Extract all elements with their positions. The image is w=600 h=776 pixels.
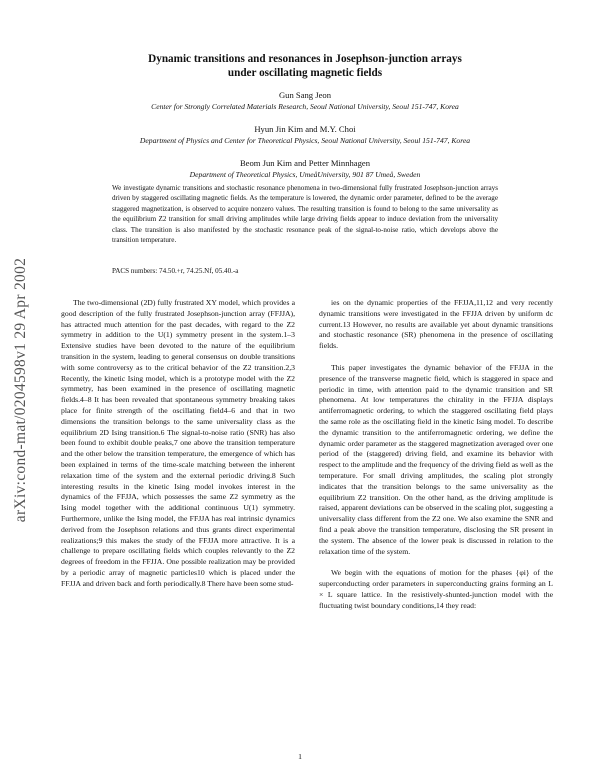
author-2: Hyun Jin Kim and M.Y. Choi	[254, 124, 356, 134]
paragraph: The two-dimensional (2D) fully frustrated XY model, which provides a good description of the fully frustrated Josephson-junction array (FFJJA), has attracted much attention for the past decades, with regard to the Z2 symmetry in addition to the U(1) symmetry present in the system.1–3 Extensive studies have been devoted to the nature of the equilibrium transition in the system, leading to general consensus on double transitions with some controversy as to the critical behavior of the Z2 transition.2,3 Recently, the kinetic Ising model, which is a prototype model with the Z2 symmetry, has been examined in the presence of oscillating magnetic fields.4–8 It has been revealed that spontaneous symmetry breaking takes place for finite strength of the oscillating field4–6 and that in two dimensions the transition belongs to the same universality class as the equilibrium 2D Ising transition.6 The signal-to-noise ratio (SNR) has also been found to exhibit double peaks,7 one above the transition temperature and the other below the transition temperature, the emergence of which has been explained in terms of the time-scale matching between the inherent relaxation time of the system and the external periodic driving.8 Such interesting results in the kinetic Ising model invokes interest in the dynamics of the FFJJA, which possesses the same Z2 symmetry as the Ising model together with the additional continuous U(1) symmetry. Furthermore, unlike the Ising model, the FFJJA has real intrinsic dynamics derived from the Josephson relations and thus grants direct experimental realizations;9 this makes the study of the FFJJA more attractive. It is a challenge to prepare oscillating fields which couples relevantly to the Z2 degrees of freedom in the FFJJA. One possible realization may be provided by a periodic array of magnetic particles10 which is placed under the FFJJA and driven back and forth periodically.8 There have been some stud-	[61, 298, 295, 588]
paper-title	[90, 52, 520, 80]
title-line-2: under oscillating magnetic fields	[227, 67, 383, 79]
left-column	[61, 298, 295, 590]
paragraph: We begin with the equations of motion for the phases {φi} of the superconducting order parameters in superconducting grains forming an L × L square lattice. In the resistively-shunted-junction model with the fluctuating twist boundary conditions,14 they read:	[319, 568, 553, 610]
pacs-numbers: PACS numbers: 74.50.+r, 74.25.Nf, 05.40.-a	[112, 267, 239, 275]
right-column	[319, 298, 553, 612]
title-line-1: Dynamic transitions and resonances in Josephson-junction arrays	[148, 53, 462, 65]
author-3: Beom Jun Kim and Petter Minnhagen	[239, 158, 371, 168]
affiliation-1: Center for Strongly Correlated Materials Research, Seoul National University, Seoul 151-747, Korea	[151, 102, 459, 111]
page-number: 1	[298, 752, 302, 761]
abstract: We investigate dynamic transitions and stochastic resonance phenomena in two-dimensional fully frustrated Josephson-junction arrays driven by staggered oscillating magnetic fields. As the temperature is lowered, the dynamic order parameter, defined to be the average staggered magnetization, is observed to acquire nonzero values. The resulting transition is found to belong to the same universality as the equilibrium Z2 transition for small driving amplitudes while large driving fields appear to induce deviation from the universality class. The transition is also manifested by the stochastic resonance peak of the signal-to-noise ratio, which develops above the transition temperature.	[112, 184, 498, 245]
affiliation-3: Department of Theoretical Physics, UmeåUniversity, 901 87 Umeå, Sweden	[189, 170, 421, 179]
affiliation-2: Department of Physics and Center for Theoretical Physics, Seoul National University, Seoul 151-747, Korea	[139, 136, 471, 145]
arxiv-identifier: arXiv:cond-mat/0204598v1 29 Apr 2002	[12, 257, 29, 523]
paragraph: ies on the dynamic properties of the FFJJA,11,12 and very recently dynamic transitions were investigated in the FFJJA driven by uniform dc current.13 However, no results are available yet about dynamic transitions and stochastic resonance (SR) phenomena in the presence of oscillating fields.	[319, 298, 553, 351]
arxiv-identifier-stamp	[6, 200, 36, 580]
author-1: Gun Sang Jeon	[278, 90, 332, 100]
paragraph: This paper investigates the dynamic behavior of the FFJJA in the presence of the transverse magnetic field, which is staggered in space and periodic in time, with attention paid to the dynamic transition and SR phenomena. At low temperatures the chirality in the FFJJA displays antiferromagnetic ordering, to which the staggered oscillating field plays the same role as the oscillating field in the kinetic Ising model. To describe the dynamic transition to the antiferromagnetic ordering, we define the dynamic order parameter as the staggered magnetization averaged over one period of the (staggered) driving field, and examine its behavior with respect to the amplitude and the frequency of the driving field as well as the temperature. For small driving amplitudes, the scaling plot strongly indicates that the transition belongs to the same universality as the equilibrium Z2 transition. On the other hand, as the driving amplitude is raised, apparent deviations can be observed in the scaling plot, suggesting a universality class different from the Z2 one. We also examine the SNR and find a peak above the transition temperature, disclosing the SR present in the system. The absence of the lower peak is discussed in relation to the relaxation time of the system.	[319, 362, 553, 556]
